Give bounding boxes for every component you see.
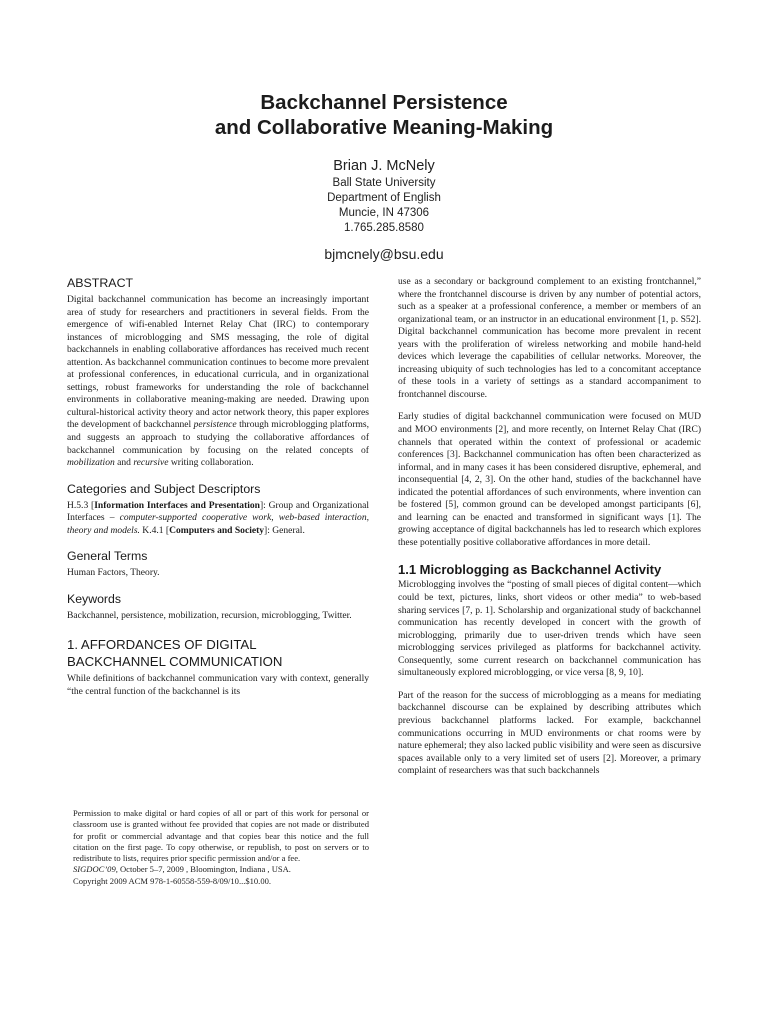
author-block — [0, 157, 768, 263]
abstract-text-part: writing collaboration. — [168, 457, 254, 469]
title-line-1: Backchannel Persistence — [260, 91, 508, 114]
permission-box — [67, 808, 369, 887]
abstract-text-part: and — [114, 457, 134, 469]
paper-title — [0, 90, 768, 140]
section1-text: While definitions of backchannel communication vary with context, generally “the central function of the backchannel is its — [67, 673, 369, 697]
right-paragraph-3: Microblogging involves the “posting of small pieces of digital content—which could be text, pictures, links, short videos or other media” to web-based sharing services [7, p. 1]. Scholarship and organizational study of backchannel communication has recently developed in concert with the growth of microblogging, primarily due to user-driven trends which have seen microblogging services privileged as platforms for backchannel activity. Consequently, some current research on backchannel communication has simultaneously explored microblogging, or vice versa [8, 9, 10]. — [398, 579, 701, 679]
author-name: Brian J. McNely — [333, 158, 435, 174]
abstract-text-part: Digital backchannel communication has become an increasingly important area of study for researchers and practitioners in several fields. From the emergence of wifi-enabled Internet Relay Chat (IRC) to contemporary instances of microblogging and SMS messaging, the role of digital backchannels in enabling collaborative affordances has received much recent attention. As backchannel communication continues to become more prevalent at professional conferences, in educational curricula, and in organizational settings, robust frameworks for understanding the role of backchannel environments in collaborative meaning-making are needed. Drawing upon cultural-historical activity theory and actor network theory, this paper explores the development of backchannel — [67, 294, 369, 431]
author-email: bjmcnely@bsu.edu — [324, 246, 444, 262]
categories-text — [67, 500, 369, 538]
copyright-line: Copyright 2009 ACM 978-1-60558-559-8/09/10...$10.00. — [73, 875, 272, 886]
abstract-emphasis: recursive — [133, 457, 169, 469]
general-terms-heading: General Terms — [67, 549, 148, 564]
keywords-text: Backchannel, persistence, mobilization, recursion, microblogging, Twitter. — [67, 609, 352, 621]
conference-details: October 5–7, 2009 , Bloomington, Indiana , USA. — [117, 864, 291, 875]
abstract-text — [67, 294, 369, 470]
author-department: Department of English — [327, 192, 441, 204]
author-phone: 1.765.285.8580 — [344, 222, 424, 234]
author-city: Muncie, IN 47306 — [338, 207, 430, 219]
abstract-text-part: through microblogging platforms, and suggests an approach to studying the collaborative affordances of backchannel communication by focusing on the related concepts of — [67, 419, 369, 456]
categories-text-part: ]: General. — [264, 524, 305, 536]
right-column — [398, 276, 701, 778]
categories-text-part: ]: Group and Organizational Interfaces – — [67, 499, 370, 524]
categories-text-part: H.5.3 [ — [67, 499, 95, 511]
categories-text-part: K.4.1 [ — [139, 524, 170, 536]
conference-name: SIGDOC’09, — [73, 864, 118, 875]
section1-heading — [67, 636, 369, 670]
subsection-heading: 1.1 Microblogging as Backchannel Activity — [398, 562, 662, 578]
right-paragraph-4: Part of the reason for the success of microblogging as a means for mediating backchannel discourse can be explained by describing attributes which previous backchannel platforms lacked. For example, backchannel communications occurring in MUD environments or chat rooms were by nature ephemeral; they also lacked public visibility and were seen as discursive spaces available only to a very limited set of users [2]. Moreover, a primary complaint of researchers was that such backchannels — [398, 689, 702, 777]
categories-heading: Categories and Subject Descriptors — [67, 481, 261, 496]
author-affiliation: Ball State University — [332, 177, 436, 189]
right-paragraph-1: use as a secondary or background complement to an existing frontchannel,” where the frontchannel discourse is driven by any number of potential actors, such as a speaker at a professional conference, a member or members of an organizational team, or an instructor in an educational environment [1, p. S52]. Digital backchannel communication has become more prevalent in recent years with the proliferation of wireless networking and mobile hand-held devices which leverage the capabilities of cellular networks. Moreover, the increasing ubiquity of such technologies has led to a concomitant acceptance of these tools in a variety of settings as a standard accompaniment to frontchannel discourse. — [398, 276, 701, 400]
keywords-heading: Keywords — [67, 591, 121, 606]
categories-emphasis: computer-supported cooperative work, web-based interaction, theory and models. — [67, 512, 369, 536]
section1-heading-line-1: 1. AFFORDANCES OF DIGITAL — [67, 637, 257, 653]
title-line-2: and Collaborative Meaning-Making — [214, 116, 554, 139]
conference-line — [67, 864, 369, 875]
abstract-emphasis: mobilization — [67, 457, 115, 469]
general-terms-text: Human Factors, Theory. — [67, 567, 160, 579]
section1-heading-line-2: BACKCHANNEL COMMUNICATION — [67, 654, 283, 670]
categories-bold: Information Interfaces and Presentation — [94, 499, 260, 511]
right-paragraph-2: Early studies of digital backchannel communication were focused on MUD and MOO environments [2], and more recently, on Internet Relay Chat (IRC) channels that operated within the context of professional or academic conferences [3]. Backchannel communication has often been characterized as informal, and in many cases it has been considered disruptive, ephemeral, and inconsequential [4, 2, 3]. On the other hand, studies of the backchannel have indicated the potential affordances of such environments, where invention can be fostered [5], common ground can be developed amongst participants [6], and learning can be enacted and transformed in significant ways [1]. The growing acceptance of digital backchannels has led to research which explores these potentially positive collaborative affordances in more detail. — [398, 411, 701, 548]
abstract-heading: ABSTRACT — [67, 276, 134, 290]
abstract-emphasis: persistence — [193, 419, 237, 431]
permission-text: Permission to make digital or hard copies of all or part of this work for personal or classroom use is granted without fee provided that copies are not made or distributed for profit or commercial advantage and that copies bear this notice and the full citation on the first page. To copy otherwise, or republish, to post on servers or to redistribute to lists, requires prior specific permission and/or a fee. — [73, 808, 369, 864]
left-column — [67, 276, 369, 698]
categories-bold: Computers and Society — [169, 524, 265, 536]
